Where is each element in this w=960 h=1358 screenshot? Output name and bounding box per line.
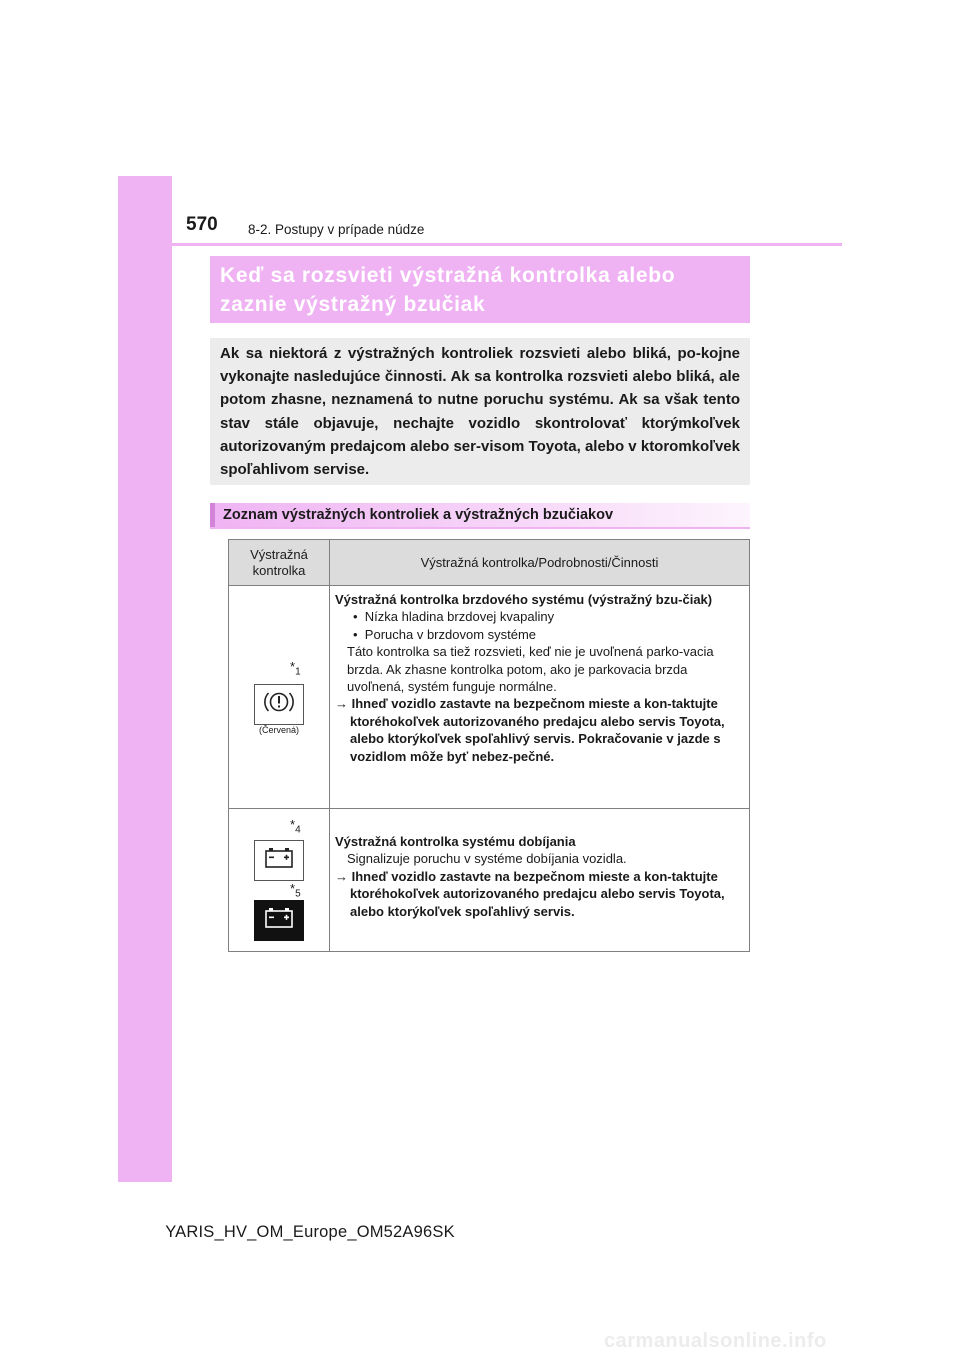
bullet-item: • Porucha v brzdovom systéme (353, 626, 537, 642)
header-rule (118, 243, 842, 246)
side-tab-strip (118, 176, 172, 1182)
footnote-marker: $*_1$ (290, 659, 301, 678)
subheading-bar (210, 503, 215, 527)
table-header-row (229, 540, 750, 586)
chapter-title-line2: zaznie výstražný bzučiak (220, 293, 486, 316)
row-action: → Ihneď vozidlo zastavte na bezpečnom mieste a kon-taktujte ktoréhokoľvek autorizovaného predajcu alebo servis Toyota, alebo ktorýkoľvek spoľahlivý servis. Pokračovanie v jazde s vozidlom môže byť nebez-pečné. (335, 696, 725, 764)
battery-icon (254, 900, 304, 941)
bullet-item: • Nízka hladina brzdovej kvapaliny (353, 609, 555, 625)
watermark: carmanualsonline.info (604, 1330, 827, 1352)
row-title: Výstražná kontrolka brzdového systému (výstražný bzu-čiak) (335, 592, 713, 607)
document-footer: YARIS_HV_OM_Europe_OM52A96SK (165, 1223, 455, 1241)
chapter-title-line1: Keď sa rozsvieti výstražná kontrolka alebo (220, 264, 676, 287)
intro-text: Ak sa niektorá z výstražných kontroliek rozsvieti alebo bliká, po-kojne vykonajte nasledujúce činnosti. Ak sa kontrolka rozsvieti alebo bliká, ale potom zhasne, neznamená to nutne poruchu systému. Ak sa však tento stav stále objavuje, nechajte vozidlo skontrolovať ktorýmkoľvek autorizovaným predajcom alebo ser-visom Toyota, alebo v ktoromkoľvek spoľahlivom servise. (210, 338, 750, 485)
row-action: → Ihneď vozidlo zastavte na bezpečnom mieste a kon-taktujte ktoréhokoľvek autorizovaného predajcu alebo servis Toyota, alebo ktorýkoľvek spoľahlivý servis. (335, 868, 725, 919)
page-number: 570 (186, 214, 218, 235)
arrow-icon: → (335, 696, 348, 712)
icon-color-label: (Červená) (258, 725, 299, 735)
warning-light-table (228, 539, 750, 952)
col-header-details: Výstražná kontrolka/Podrobnosti/Činnosti (330, 540, 750, 586)
chapter-title (210, 256, 750, 323)
section-title: 8-2. Postupy v prípade núdze (248, 222, 425, 237)
details-cell (330, 809, 750, 952)
col-header-light: Výstražná kontrolka (229, 540, 330, 586)
subheading-text: Zoznam výstražných kontroliek a výstražných bzučiakov (223, 507, 614, 523)
arrow-icon: → (335, 868, 348, 884)
table-row (229, 809, 750, 952)
brake-warning-icon (254, 684, 304, 725)
row-detail: Táto kontrolka sa tiež rozsvieti, keď nie je uvoľnená parko-vacia brzda. Ak zhasne kontrolka potom, ako je parkovacia brzda uvoľnená, systém funguje normálne. (347, 644, 714, 695)
icon-cell (229, 809, 330, 952)
footnote-marker: $*_4$ (290, 817, 301, 836)
icon-cell (229, 586, 330, 809)
row-title: Výstražná kontrolka systému dobíjania (335, 834, 576, 849)
table-row (229, 586, 750, 809)
battery-icon (254, 840, 304, 881)
footnote-marker: $*_5$ (290, 881, 301, 900)
row-detail: Signalizuje poruchu v systéme dobíjania vozidla. (347, 851, 627, 867)
table-subheading (210, 503, 750, 529)
details-cell (330, 586, 750, 809)
